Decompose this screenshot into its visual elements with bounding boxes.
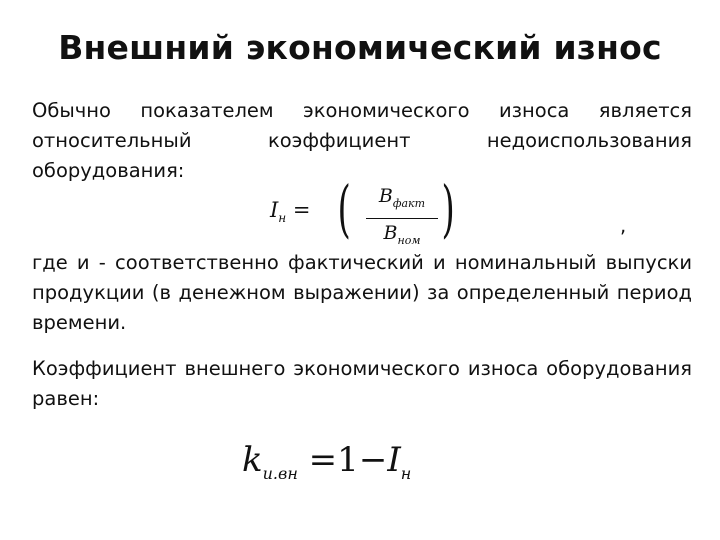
definition-paragraph: где и - соответственно фактический и номинальный выпуски продукции (в денежном выражении) за определенный период времени. [32, 251, 692, 334]
fraction-numerator: $B_{факт}$ [378, 185, 426, 210]
formula-comma: , [620, 214, 627, 237]
intro-paragraph: Обычно показателем экономического износа является относительный коэффициент недоиспользования оборудования: [32, 99, 692, 182]
slide-title: Внешний экономический износ [58, 28, 662, 67]
coefficient-paragraph: Коэффициент внешнего экономического износа оборудования равен: [32, 357, 692, 410]
formula-fraction [366, 184, 438, 253]
fraction-bar [366, 218, 438, 219]
right-parenthesis: ) [441, 172, 455, 245]
external-wear-formula: $k_{и.вн} =1-I_н$ [242, 440, 412, 483]
left-parenthesis: ( [337, 172, 351, 245]
fraction-denominator: $B_{ном}$ [383, 222, 421, 247]
formula-lhs: $I_н$ = [270, 198, 311, 226]
